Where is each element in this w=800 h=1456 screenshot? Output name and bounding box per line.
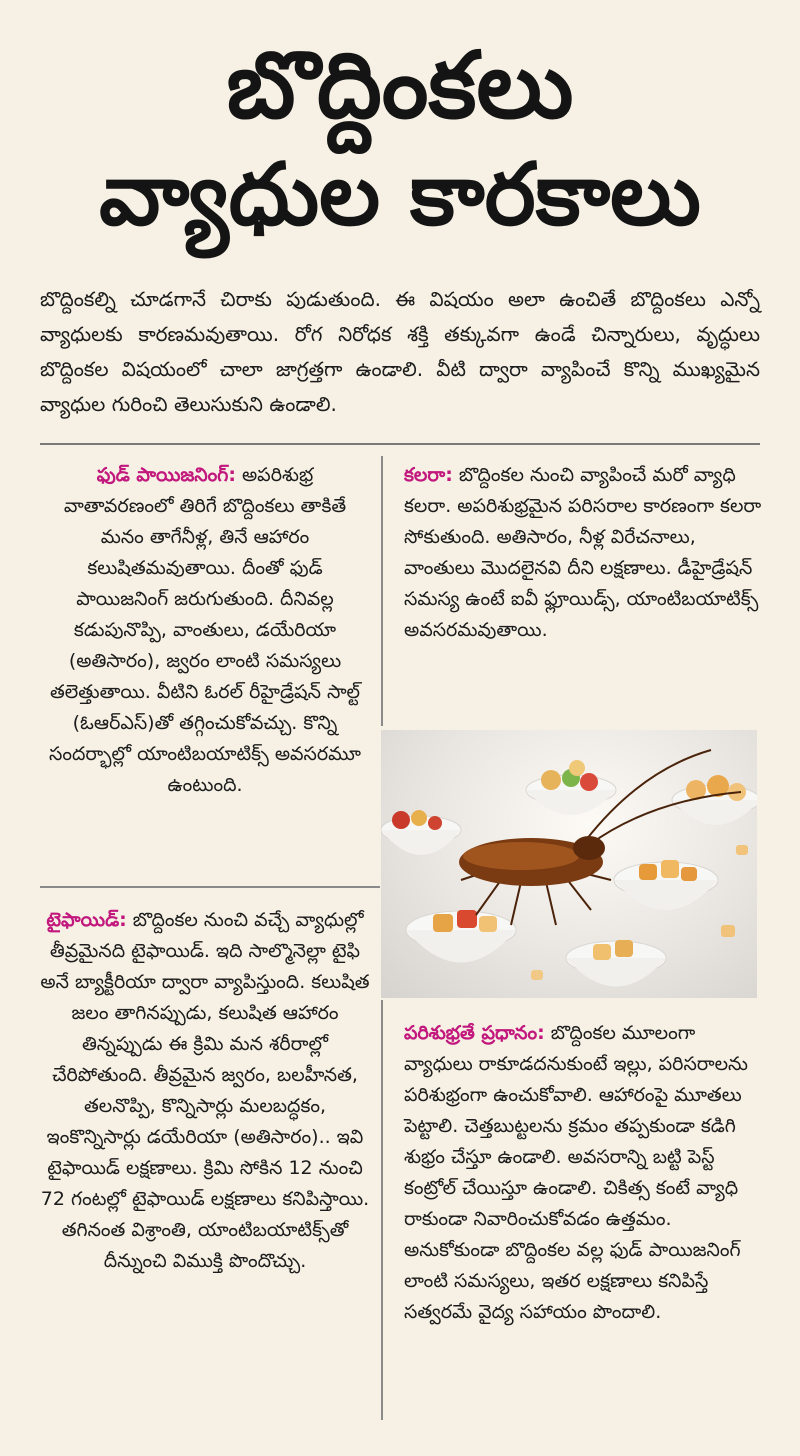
column-divider-bottom xyxy=(381,1000,383,1420)
food-poisoning-text: అపరిశుభ్ర వాతావరణంలో తిరిగే బొద్దింకలు తాకితే మనం తాగేనీళ్ల, తినే ఆహారం కలుషితమవుతాయి. దీంతో ఫుడ్ పాయిజనింగ్ జరుగుతుంది. దీనివల్ల కడుపునొప్పి, వాంతులు, డయేరియా (అతిసారం), జ్వరం లాంటి సమస్యలు తలెత్తుతాయి. వీటిని ఓరల్ రీహైడ్రేషన్ సాల్ట్ (ఓఆర్ఎస్)తో తగ్గించుకోవచ్చు. కొన్ని సందర్భాల్లో యాంటిబయాటిక్స్ అవసరమూ ఉంటుంది. xyxy=(49,464,361,796)
cholera-section xyxy=(404,460,764,646)
left-column-divider xyxy=(40,886,380,888)
cholera-text: బొద్దింకల నుంచి వ్యాపించే మరో వ్యాధి కలరా. అపరిశుభ్రమైన పరిసరాల కారణంగా కలరా సోకుతుంది. అతిసారం, నీళ్ల విరేచనాలు, వాంతులు మొదలైనవి దీని లక్షణాలు. డీహైడ్రేషన్ సమస్య ఉంటే ఐవీ ఫ్లూయిడ్స్, యాంటిబయాటిక్స్ అవసరమవుతాయి. xyxy=(404,464,762,641)
bowl-bottom-left xyxy=(406,910,516,963)
typhoid-text: బొద్దింకల నుంచి వచ్చే వ్యాధుల్లో తీవ్రమైనది టైఫాయిడ్. ఇది సాల్మొనెల్లా టైఫి అనే బ్యాక్టీరియా ద్వారా వ్యాపిస్తుంది. కలుషిత జలం తాగినప్పుడు, కలుషిత ఆహారం తిన్నప్పుడు ఈ క్రిమి మన శరీరాల్లో చేరిపోతుంది. తీవ్రమైన జ్వరం, బలహీనత, తలనొప్పి, కొన్నిసార్లు మలబద్ధకం, ఇంకొన్నిసార్లు డయేరియా (అతిసారం).. ఇవి టైఫాయిడ్ లక్షణాలు. క్రిమి సోకిన 12 నుంచి 72 గంటల్లో టైఫాయిడ్ లక్షణాలు కనిపిస్తాయి. తగినంత విశ్రాంతి, యాంటిబయాటిక్స్‌తో దీన్నుంచి విముక్తి పొందొచ్చు. xyxy=(40,909,370,1272)
cockroach-food-photo xyxy=(381,730,757,998)
food-poisoning-section xyxy=(40,460,370,801)
headline-line-2: వ్యాధుల కారకాలు xyxy=(99,145,701,245)
bowl-top-right xyxy=(672,775,757,825)
food-poisoning-heading: ఫుడ్ పాయిజనింగ్: xyxy=(96,464,236,486)
intro-paragraph: బొద్దింకల్ని చూడగానే చిరాకు పుడుతుంది. ఈ విషయం అలా ఉంచితే బొద్దింకలు ఎన్నో వ్యాధులకు కారణమవుతాయి. రోగ నిరోధక శక్తి తక్కువగా ఉండే చిన్నారులు, వృద్ధులు బొద్దింకల విషయంలో చాలా జాగ్రత్తగా ఉండాలి. వీటి ద్వారా వ్యాపించే కొన్ని ముఖ్యమైన వ్యాధుల గురించి తెలుసుకుని ఉండాలి. xyxy=(40,287,760,416)
article-headline xyxy=(0,30,800,248)
headline-line-1: బొద్దింకలు xyxy=(226,32,574,139)
hygiene-section xyxy=(404,1018,764,1328)
typhoid-section xyxy=(40,905,370,1277)
cockroach xyxy=(461,750,741,925)
typhoid-heading: టైఫాయిడ్: xyxy=(46,909,127,931)
cockroach-head xyxy=(573,836,605,860)
hygiene-text: బొద్దింకల మూలంగా వ్యాధులు రాకూడదనుకుంటే ఇల్లు, పరిసరాలను పరిశుభ్రంగా ఉంచుకోవాలి. ఆహారంపై మూతలు పెట్టాలి. చెత్తబుట్టలను క్రమం తప్పకుండా కడిగి శుభ్రం చేస్తూ ఉండాలి. అవసరాన్ని బట్టి పెస్ట్ కంట్రోల్ చేయిస్తూ ఉండాలి. చికిత్స కంటే వ్యాధి రాకుండా నివారించుకోవడం ఉత్తమం. అనుకోకుండా బొద్దింకల వల్ల ఫుడ్ పాయిజనింగ్ లాంటి సమస్యలు, ఇతర లక్షణాలు కనిపిస్తే సత్వరమే వైద్య సహాయం పొందాలి. xyxy=(404,1022,748,1323)
column-divider-top xyxy=(381,456,383,726)
bowl-middle-right xyxy=(614,860,718,910)
section-divider xyxy=(40,443,760,445)
cockroach-wings xyxy=(463,842,579,870)
bowl-top-left xyxy=(381,810,461,855)
bowl-top-center xyxy=(526,760,616,815)
cockroach-illustration xyxy=(381,730,757,998)
bowl-bottom-right xyxy=(566,940,666,987)
hygiene-heading: పరిశుభ్రతే ప్రధానం: xyxy=(404,1022,545,1044)
cholera-heading: కలరా: xyxy=(404,464,453,486)
